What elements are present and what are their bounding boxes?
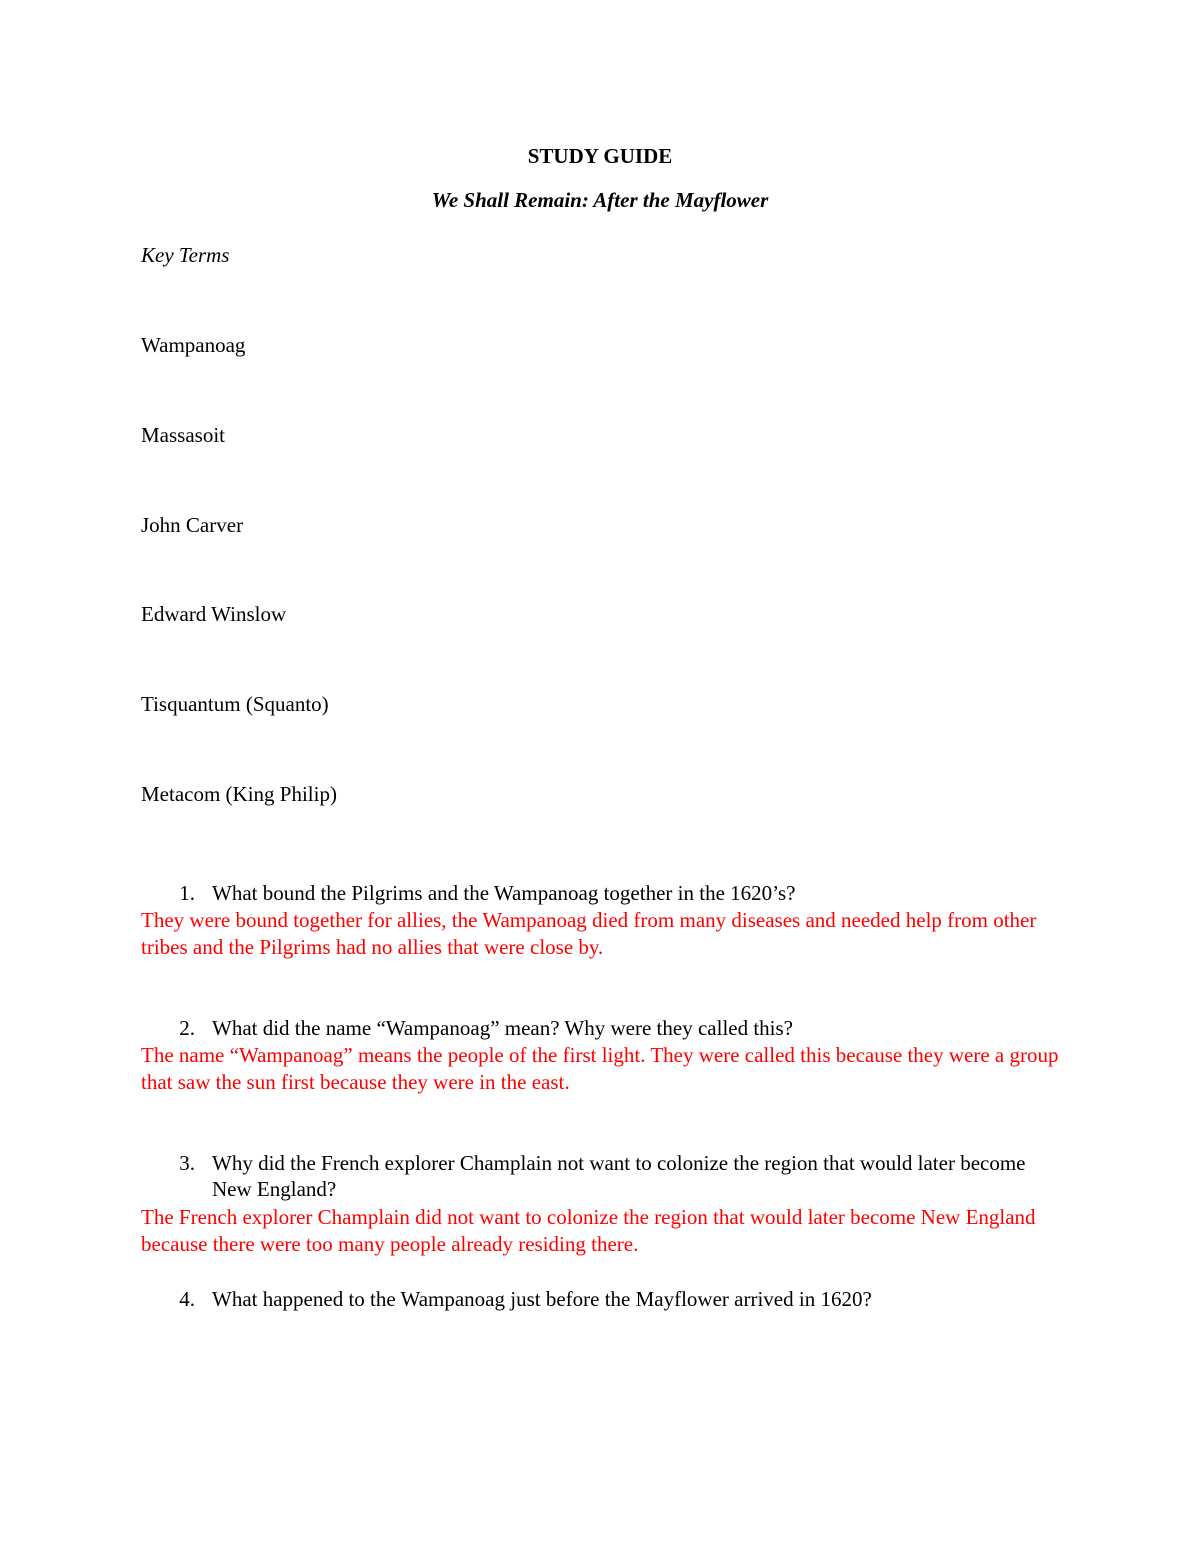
question-text: What did the name “Wampanoag” mean? Why were they called this? <box>212 1016 794 1040</box>
question-2 <box>141 1015 1061 1041</box>
key-term: Tisquantum (Squanto) <box>141 692 329 716</box>
answer-2: The name “Wampanoag” means the people of the first light. They were called this because they were a group that saw the sun first because they were in the east. <box>141 1043 1059 1094</box>
question-3 <box>141 1150 1061 1202</box>
key-term: Metacom (King Philip) <box>141 782 337 806</box>
question-text: Why did the French explorer Champlain not want to colonize the region that would later become New England? <box>212 1151 1026 1201</box>
key-term: John Carver <box>141 513 244 537</box>
question-number: 3. <box>179 1151 195 1175</box>
key-term: Wampanoag <box>141 333 246 357</box>
question-number: 1. <box>179 881 195 905</box>
key-term: Edward Winslow <box>141 602 287 626</box>
answer-3: The French explorer Champlain did not want to colonize the region that would later become New England because there were too many people already residing there. <box>141 1205 1036 1256</box>
key-term: Massasoit <box>141 423 225 447</box>
question-4 <box>141 1286 1061 1312</box>
question-text: What bound the Pilgrims and the Wampanoag together in the 1620’s? <box>212 881 796 905</box>
key-terms-heading: Key Terms <box>141 243 230 267</box>
question-number: 4. <box>179 1287 195 1311</box>
question-number: 2. <box>179 1016 195 1040</box>
page-subtitle: We Shall Remain: After the Mayflower <box>431 188 769 212</box>
question-text: What happened to the Wampanoag just before the Mayflower arrived in 1620? <box>212 1287 872 1311</box>
question-1 <box>141 880 1061 906</box>
answer-1: They were bound together for allies, the Wampanoag died from many diseases and needed help from other tribes and the Pilgrims had no allies that were close by. <box>141 908 1037 959</box>
page-title: STUDY GUIDE <box>527 144 673 168</box>
